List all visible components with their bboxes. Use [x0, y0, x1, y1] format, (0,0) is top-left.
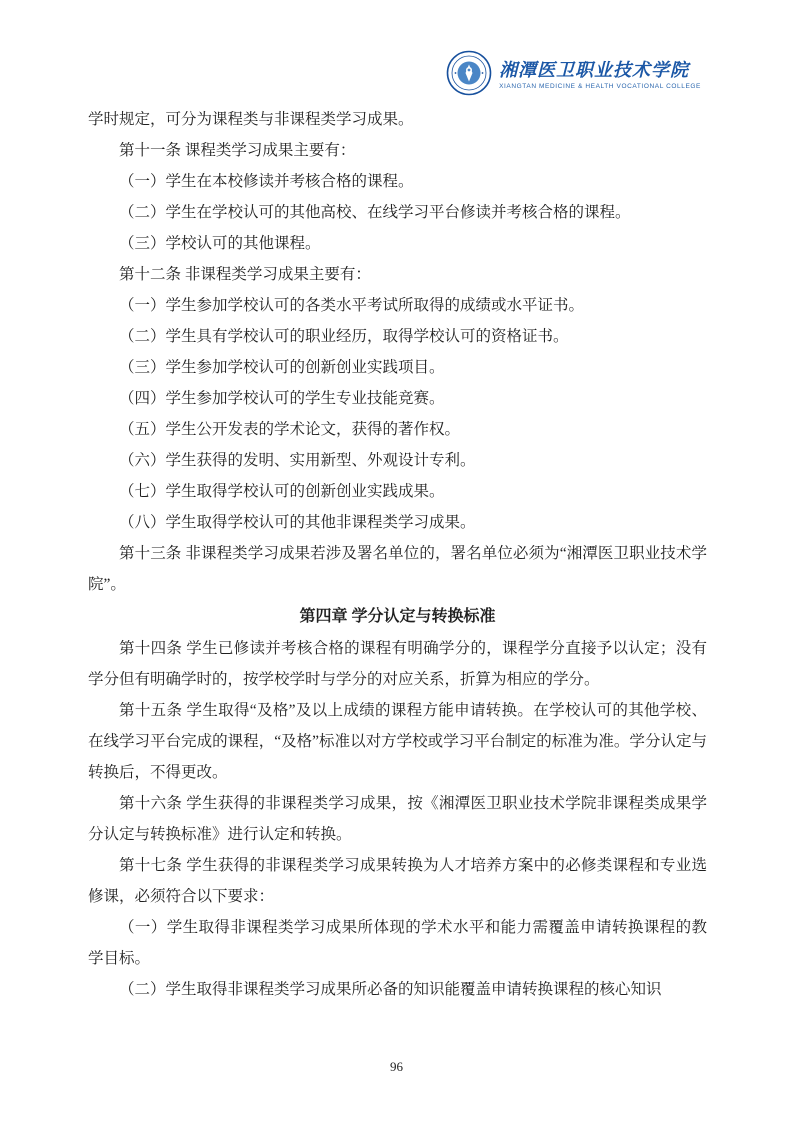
article-11-title: 第十一条 课程类学习成果主要有： — [119, 142, 356, 159]
college-logo-icon — [446, 50, 492, 101]
document-body — [88, 104, 707, 1005]
college-name-cn: 湘潭医卫职业技术学院 — [499, 59, 690, 80]
article-12-item-4: （四）学生参加学校认可的学生专业技能竞赛。 — [119, 390, 445, 407]
article-11-item-3: （三）学校认可的其他课程。 — [119, 235, 321, 252]
article-12-item-5: （五）学生公开发表的学术论文，获得的著作权。 — [119, 421, 461, 438]
page-footer — [0, 1058, 793, 1076]
page-header — [446, 50, 701, 101]
college-name-block — [499, 61, 701, 91]
article-12-item-6: （六）学生获得的发明、实用新型、外观设计专利。 — [119, 452, 476, 469]
article-12-item-3: （三）学生参加学校认可的创新创业实践项目。 — [119, 359, 445, 376]
article-11-item-1: （一）学生在本校修读并考核合格的课程。 — [119, 173, 414, 190]
chapter-4-heading: 第四章 学分认定与转换标准 — [299, 608, 496, 625]
article-16: 第十六条 学生获得的非课程类学习成果，按《湘潭医卫职业技术学院非课程类成果学分认定与转换标准》进行认定和转换。 — [88, 795, 707, 843]
college-name-en: XIANGTAN MEDICINE & HEALTH VOCATIONAL COLLEGE — [499, 83, 701, 91]
article-17-item-2: （二）学生取得非课程类学习成果所必备的知识能覆盖申请转换课程的核心知识 — [119, 981, 662, 998]
article-15: 第十五条 学生取得“及格”及以上成绩的课程方能申请转换。在学校认可的其他学校、在线学习平台完成的课程，“及格”标准以对方学校或学习平台制定的标准为准。学分认定与转换后，不得更改。 — [88, 702, 707, 781]
article-14: 第十四条 学生已修读并考核合格的课程有明确学分的，课程学分直接予以认定；没有学分但有明确学时的，按学校学时与学分的对应关系，折算为相应的学分。 — [88, 640, 707, 688]
article-12-item-8: （八）学生取得学校认可的其他非课程类学习成果。 — [119, 514, 476, 531]
article-11-item-2: （二）学生在学校认可的其他高校、在线学习平台修读并考核合格的课程。 — [119, 204, 631, 221]
article-12-item-2: （二）学生具有学校认可的职业经历，取得学校认可的资格证书。 — [119, 328, 569, 345]
article-13: 第十三条 非课程类学习成果若涉及署名单位的，署名单位必须为“湘潭医卫职业技术学院”。 — [88, 545, 707, 593]
article-12-item-1: （一）学生参加学校认可的各类水平考试所取得的成绩或水平证书。 — [119, 297, 585, 314]
article-17-title: 第十七条 学生获得的非课程类学习成果转换为人才培养方案中的必修类课程和专业选修课，必须符合以下要求： — [88, 857, 707, 905]
article-12-item-7: （七）学生取得学校认可的创新创业实践成果。 — [119, 483, 445, 500]
paragraph-continuation: 学时规定，可分为课程类与非课程类学习成果。 — [88, 111, 414, 128]
article-17-item-1: （一）学生取得非课程类学习成果所体现的学术水平和能力需覆盖申请转换课程的教学目标。 — [88, 919, 707, 967]
page-number: 96 — [390, 1059, 403, 1074]
article-12-title: 第十二条 非课程类学习成果主要有： — [119, 266, 371, 283]
